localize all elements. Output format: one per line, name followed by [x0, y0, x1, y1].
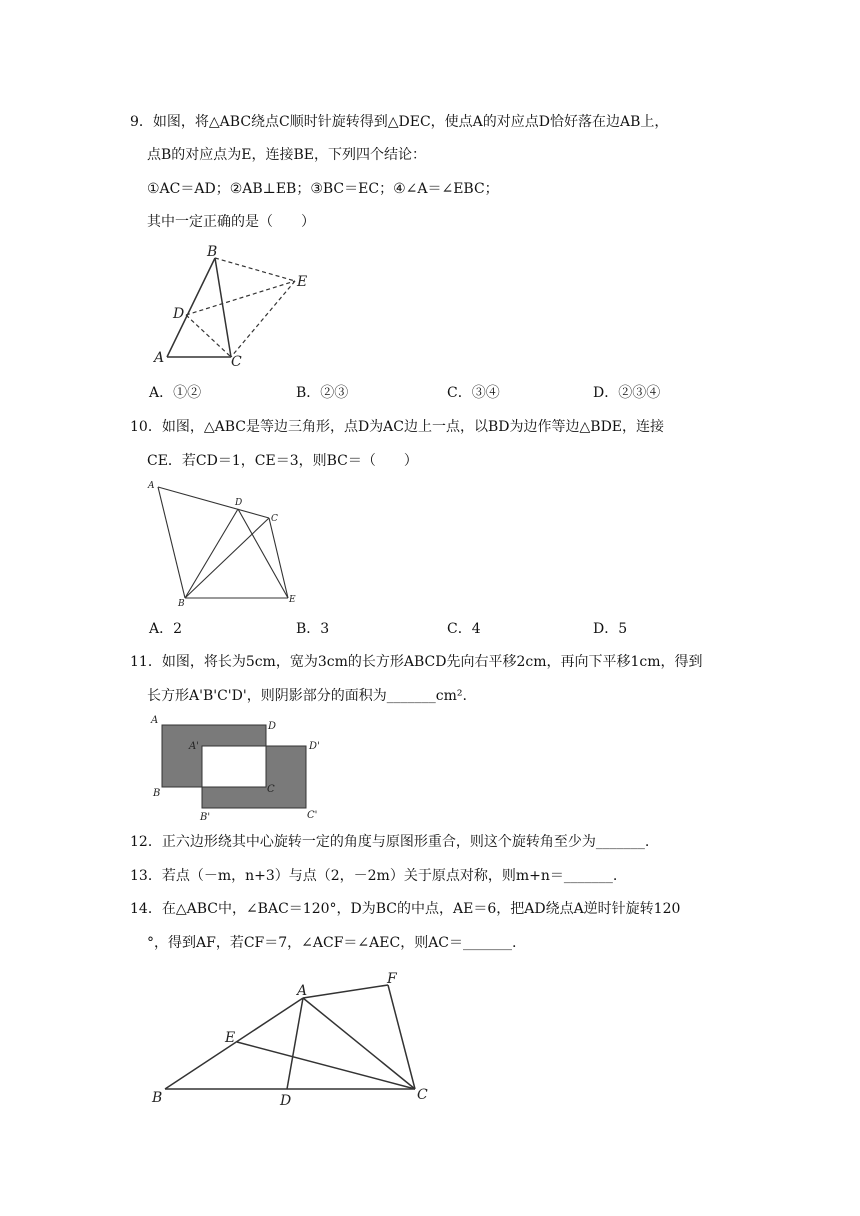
q10-label-a: A: [148, 481, 155, 491]
q9-edge-DE: [186, 281, 295, 315]
q14-label-f: F: [387, 971, 397, 987]
q9-line2: 点B的对应点为E，连接BE，下列四个结论：: [147, 147, 427, 163]
q14-label-a: A: [297, 983, 308, 999]
q11-figure: [145, 712, 330, 822]
q10-edge-DE: [238, 509, 288, 598]
q14-edge-AD: [287, 998, 303, 1089]
q9-edge-DC: [186, 315, 231, 357]
q11-line2: 长方形A'B'C'D'，则阴影部分的面积为_______cm².: [147, 688, 467, 704]
q10-option-c[interactable]: C．4: [447, 621, 481, 637]
q10-label-d: D: [235, 498, 243, 508]
q10-edge-AC: [158, 487, 269, 518]
q14-edge-FC: [388, 985, 415, 1089]
q14-figure: [145, 965, 445, 1110]
q10-option-d[interactable]: D．5: [593, 621, 628, 637]
q13-line1: 13．若点（－m，n+3）与点（2，－2m）关于原点对称，则m+n＝_______.: [130, 868, 618, 884]
q14-edge-EC: [237, 1042, 415, 1089]
q10-option-a[interactable]: A．2: [149, 621, 183, 637]
q10-edge-AB: [158, 487, 185, 598]
q14-edge-AC: [303, 998, 415, 1089]
q11-label-b: B: [153, 788, 161, 799]
q11-label-a: A: [151, 715, 159, 726]
q9-option-b[interactable]: B．②③: [296, 385, 349, 401]
q9-option-c[interactable]: C．③④: [447, 385, 500, 401]
q9-line3: ①AC＝AD；②AB⊥EB；③BC＝EC；④∠A＝∠EBC；: [147, 181, 499, 197]
q11-label-d: D: [268, 721, 277, 732]
q10-edge-BD: [185, 509, 238, 598]
q14-line1: 14．在△ABC中，∠BAC＝120°，D为BC的中点，AE＝6，把AD绕点A逆时针旋转120: [130, 901, 681, 917]
q14-edge-AF: [303, 985, 388, 998]
q9-edge-EC: [231, 281, 295, 357]
q14-label-e: E: [225, 1030, 236, 1046]
q10-line1: 10．如图，△ABC是等边三角形，点D为AC边上一点，以BD为边作等边△BDE，连接: [130, 419, 665, 435]
q9-edge-BE: [215, 258, 295, 281]
q11-label-c1: C': [307, 810, 318, 821]
q9-line4: 其中一定正确的是（ ）: [147, 214, 315, 230]
q10-label-c: C: [271, 514, 278, 524]
q11-overlap-white: [202, 746, 266, 787]
q10-edge-BC: [185, 518, 269, 598]
q9-label-e: E: [297, 274, 308, 290]
q9-option-a[interactable]: A．①②: [149, 385, 202, 401]
q12-line1: 12．正六边形绕其中心旋转一定的角度与原图形重合，则这个旋转角至少为_______.: [130, 834, 650, 850]
q9-label-d: D: [173, 306, 185, 322]
q9-line1: 9．如图，将△ABC绕点C顺时针旋转得到△DEC，使点A的对应点D恰好落在边AB上，: [130, 114, 669, 130]
q11-label-d1: D': [309, 741, 320, 752]
q11-line1: 11．如图，将长为5cm，宽为3cm的长方形ABCD先向右平移2cm，再向下平移1cm，得到: [130, 654, 703, 670]
q14-label-d: D: [280, 1093, 292, 1109]
q10-figure: [145, 478, 305, 608]
q11-label-c: C: [267, 784, 275, 795]
q10-edge-CE: [269, 518, 288, 598]
q10-line2: CE．若CD＝1，CE＝3，则BC＝（ ）: [147, 453, 418, 469]
q14-line2: °，得到AF，若CF＝7，∠ACF＝∠AEC，则AC＝_______.: [147, 935, 517, 951]
q9-label-b: B: [207, 244, 218, 260]
q9-label-c: C: [231, 354, 242, 370]
q9-edge-BC: [215, 258, 231, 357]
q10-label-e: E: [289, 595, 296, 605]
q9-figure: [145, 240, 320, 370]
q11-label-a1: A': [189, 741, 199, 752]
q9-label-a: A: [154, 350, 165, 366]
q10-label-b: B: [178, 599, 185, 609]
q11-label-b1: B': [200, 812, 211, 823]
q9-option-d[interactable]: D．②③④: [593, 385, 661, 401]
q10-option-b[interactable]: B．3: [296, 621, 330, 637]
q14-label-b: B: [152, 1090, 163, 1106]
q14-label-c: C: [417, 1087, 428, 1103]
